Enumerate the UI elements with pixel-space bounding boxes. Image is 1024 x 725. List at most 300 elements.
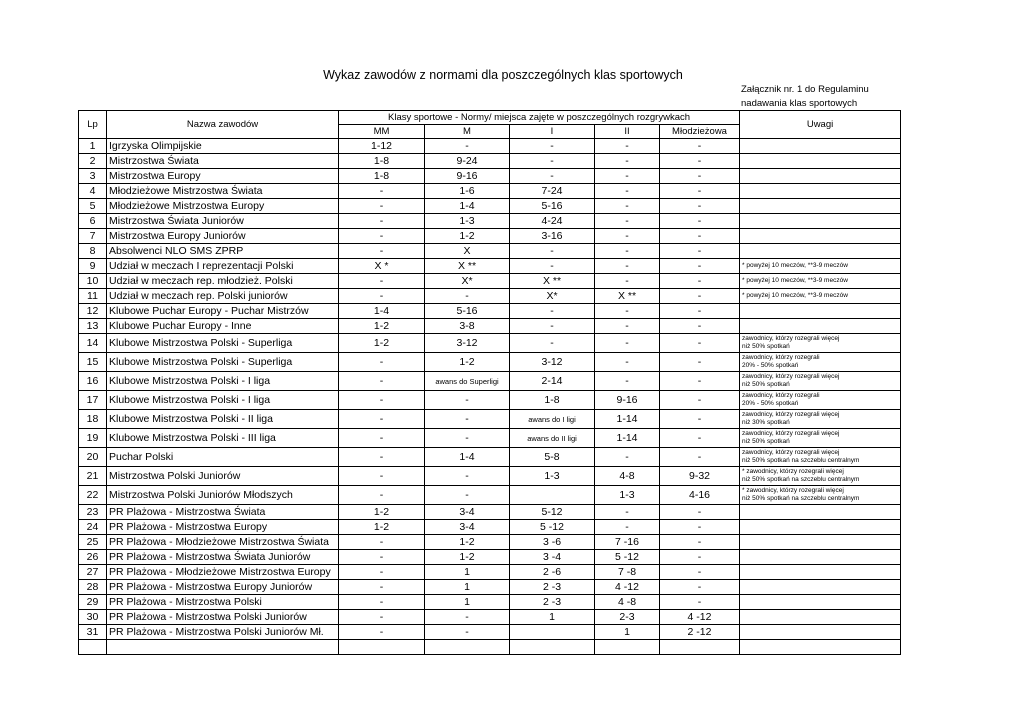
row-name: Igrzyska Olimpijskie — [107, 139, 339, 154]
table-row — [79, 199, 901, 214]
row-uwagi — [740, 625, 901, 640]
table-row — [79, 486, 901, 505]
row-lp: 31 — [79, 625, 107, 640]
row-m: X ** — [425, 259, 510, 274]
row-i — [510, 486, 595, 505]
row-uwagi — [740, 289, 901, 304]
row-mm: - — [339, 199, 425, 214]
row-i: 7-24 — [510, 184, 595, 199]
row-uwagi — [740, 520, 901, 535]
row-mm: - — [339, 580, 425, 595]
row-mlodziezowa: - — [660, 429, 740, 448]
table-row — [79, 214, 901, 229]
row-ii: - — [595, 505, 660, 520]
uwagi-line-2: niż 50% spotkań na szczeblu centralnym — [742, 476, 860, 483]
row-mm: - — [339, 429, 425, 448]
header-i: I — [510, 125, 595, 139]
row-i — [510, 640, 595, 655]
row-uwagi — [740, 429, 901, 448]
uwagi-line-1: * zawodnicy, którzy rozegrali więcej — [742, 468, 844, 475]
row-uwagi — [740, 319, 901, 334]
row-i: - — [510, 139, 595, 154]
row-i: 2 -6 — [510, 565, 595, 580]
table-row — [79, 505, 901, 520]
row-m: 1 — [425, 595, 510, 610]
row-m: 1-3 — [425, 214, 510, 229]
row-lp: 28 — [79, 580, 107, 595]
row-m: 1-2 — [425, 229, 510, 244]
row-mm: - — [339, 391, 425, 410]
row-i: 2 -3 — [510, 595, 595, 610]
row-lp: 9 — [79, 259, 107, 274]
page-title: Wykaz zawodów z normami dla poszczególnych klas sportowych — [323, 68, 683, 82]
row-mlodziezowa: - — [660, 304, 740, 319]
row-name — [107, 640, 339, 655]
row-name: PR Plażowa - Mistrzostwa Polski — [107, 595, 339, 610]
row-mlodziezowa: - — [660, 334, 740, 353]
row-mlodziezowa: - — [660, 184, 740, 199]
table-row — [79, 244, 901, 259]
row-lp: 22 — [79, 486, 107, 505]
row-name: PR Plażowa - Mistrzostwa Polski Juniorów Mł. — [107, 625, 339, 640]
uwagi-line-1: zawodnicy, którzy rozegrali — [742, 392, 820, 399]
row-uwagi — [740, 334, 901, 353]
row-uwagi — [740, 372, 901, 391]
row-mlodziezowa: - — [660, 259, 740, 274]
row-lp: 20 — [79, 448, 107, 467]
row-uwagi — [740, 214, 901, 229]
row-lp: 10 — [79, 274, 107, 289]
table-row — [79, 139, 901, 154]
row-lp: 8 — [79, 244, 107, 259]
annex-note-line-1: Załącznik nr. 1 do Regulaminu — [741, 84, 869, 95]
row-ii: 4-8 — [595, 467, 660, 486]
header-class-group: Klasy sportowe - Normy/ miejsca zajęte w poszczególnych rozgrywkach — [339, 111, 740, 125]
row-mlodziezowa: - — [660, 372, 740, 391]
row-lp: 30 — [79, 610, 107, 625]
row-m: 1-6 — [425, 184, 510, 199]
row-mlodziezowa: - — [660, 448, 740, 467]
row-name: Udział w meczach I reprezentacji Polski — [107, 259, 339, 274]
row-lp: 7 — [79, 229, 107, 244]
row-mlodziezowa: - — [660, 244, 740, 259]
row-name: Mistrzostwa Świata Juniorów — [107, 214, 339, 229]
row-uwagi — [740, 184, 901, 199]
row-mlodziezowa: 4-16 — [660, 486, 740, 505]
row-mlodziezowa: - — [660, 505, 740, 520]
row-i: 1-8 — [510, 391, 595, 410]
row-lp: 26 — [79, 550, 107, 565]
row-ii: X ** — [595, 289, 660, 304]
table-row — [79, 391, 901, 410]
row-i: 2-14 — [510, 372, 595, 391]
row-m — [425, 640, 510, 655]
row-mm: - — [339, 467, 425, 486]
table-row — [79, 520, 901, 535]
row-mm: 1-2 — [339, 520, 425, 535]
row-mm: - — [339, 486, 425, 505]
table-row — [79, 304, 901, 319]
uwagi-line-1: * powyżej 10 meczów, **3-9 meczów — [742, 292, 848, 299]
table-row — [79, 610, 901, 625]
table-row — [79, 334, 901, 353]
row-mm: 1-2 — [339, 505, 425, 520]
row-m: 1-2 — [425, 550, 510, 565]
row-mlodziezowa: - — [660, 520, 740, 535]
row-lp: 12 — [79, 304, 107, 319]
table-row — [79, 565, 901, 580]
row-lp: 15 — [79, 353, 107, 372]
row-uwagi — [740, 505, 901, 520]
row-i: X ** — [510, 274, 595, 289]
row-name: Mistrzostwa Polski Juniorów — [107, 467, 339, 486]
uwagi-line-2: niż 50% spotkań na szczeblu centralnym — [742, 495, 860, 502]
uwagi-line-2: niż 50% spotkań — [742, 381, 790, 388]
row-uwagi — [740, 199, 901, 214]
row-i — [510, 625, 595, 640]
row-i: X* — [510, 289, 595, 304]
header-m: M — [425, 125, 510, 139]
row-i: - — [510, 334, 595, 353]
row-m: - — [425, 391, 510, 410]
row-name: PR Plażowa - Młodzieżowe Mistrzostwa Europy — [107, 565, 339, 580]
row-lp: 3 — [79, 169, 107, 184]
row-uwagi — [740, 486, 901, 505]
row-name: Młodzieżowe Mistrzostwa Europy — [107, 199, 339, 214]
row-m: 9-16 — [425, 169, 510, 184]
row-uwagi — [740, 259, 901, 274]
table-row — [79, 580, 901, 595]
row-mlodziezowa: - — [660, 353, 740, 372]
row-m: X — [425, 244, 510, 259]
row-name: Mistrzostwa Polski Juniorów Młodszych — [107, 486, 339, 505]
row-name: PR Plażowa - Młodzieżowe Mistrzostwa Świata — [107, 535, 339, 550]
header-lp: Lp — [79, 111, 107, 139]
row-ii: - — [595, 184, 660, 199]
row-mm: - — [339, 274, 425, 289]
row-mm: - — [339, 184, 425, 199]
row-lp: 6 — [79, 214, 107, 229]
row-ii: 1-14 — [595, 429, 660, 448]
row-ii: 9-16 — [595, 391, 660, 410]
row-i: 5-16 — [510, 199, 595, 214]
row-uwagi — [740, 467, 901, 486]
row-m: 3-8 — [425, 319, 510, 334]
table-row — [79, 184, 901, 199]
row-mm: - — [339, 244, 425, 259]
row-uwagi — [740, 448, 901, 467]
row-m: - — [425, 625, 510, 640]
uwagi-line-1: zawodnicy, którzy rozegrali więcej — [742, 373, 840, 380]
row-m: - — [425, 610, 510, 625]
row-m: 1-2 — [425, 535, 510, 550]
row-uwagi — [740, 244, 901, 259]
row-lp: 27 — [79, 565, 107, 580]
row-m: - — [425, 486, 510, 505]
row-uwagi — [740, 139, 901, 154]
table-row — [79, 274, 901, 289]
row-i: 1-3 — [510, 467, 595, 486]
row-name: Udział w meczach rep. Polski juniorów — [107, 289, 339, 304]
row-i: awans do I ligi — [510, 410, 595, 429]
row-m: 3-4 — [425, 505, 510, 520]
row-m: 1 — [425, 565, 510, 580]
uwagi-line-1: zawodnicy, którzy rozegrali — [742, 354, 820, 361]
row-ii: 2-3 — [595, 610, 660, 625]
row-ii: - — [595, 244, 660, 259]
row-uwagi — [740, 580, 901, 595]
row-mlodziezowa: - — [660, 550, 740, 565]
row-uwagi — [740, 229, 901, 244]
row-name: PR Plażowa - Mistrzostwa Świata — [107, 505, 339, 520]
row-mlodziezowa: - — [660, 229, 740, 244]
row-ii: - — [595, 139, 660, 154]
row-lp: 29 — [79, 595, 107, 610]
row-ii: - — [595, 199, 660, 214]
row-mlodziezowa: - — [660, 410, 740, 429]
row-mm: - — [339, 550, 425, 565]
row-mm: 1-2 — [339, 319, 425, 334]
row-mm: - — [339, 535, 425, 550]
row-i: - — [510, 259, 595, 274]
row-i: - — [510, 154, 595, 169]
row-name: Mistrzostwa Europy Juniorów — [107, 229, 339, 244]
row-uwagi — [740, 154, 901, 169]
row-m: 1-2 — [425, 353, 510, 372]
row-lp: 2 — [79, 154, 107, 169]
row-mm: X * — [339, 259, 425, 274]
row-mm: 1-4 — [339, 304, 425, 319]
table-body — [79, 139, 901, 655]
row-i: - — [510, 319, 595, 334]
table-row — [79, 550, 901, 565]
row-name: Udział w meczach rep. młodzież. Polski — [107, 274, 339, 289]
row-ii: - — [595, 372, 660, 391]
row-name: Puchar Polski — [107, 448, 339, 467]
row-i: 3 -4 — [510, 550, 595, 565]
row-i: - — [510, 244, 595, 259]
uwagi-line-2: niż 50% spotkań na szczeblu centralnym — [742, 457, 860, 464]
row-mm: - — [339, 595, 425, 610]
standards-table — [78, 110, 901, 655]
row-m: 3-12 — [425, 334, 510, 353]
header-name: Nazwa zawodów — [107, 111, 339, 139]
row-name: Klubowe Puchar Europy - Puchar Mistrzów — [107, 304, 339, 319]
table-row — [79, 154, 901, 169]
row-uwagi — [740, 565, 901, 580]
row-i: 5 -12 — [510, 520, 595, 535]
row-ii: 5 -12 — [595, 550, 660, 565]
row-mm: - — [339, 448, 425, 467]
row-uwagi — [740, 595, 901, 610]
row-m: - — [425, 429, 510, 448]
row-name: Klubowe Mistrzostwa Polski - I liga — [107, 372, 339, 391]
uwagi-line-2: 20% - 50% spotkań — [742, 362, 799, 369]
row-m: - — [425, 410, 510, 429]
row-ii: 1-3 — [595, 486, 660, 505]
row-name: Mistrzostwa Europy — [107, 169, 339, 184]
row-i: - — [510, 304, 595, 319]
row-lp: 18 — [79, 410, 107, 429]
row-mlodziezowa: - — [660, 274, 740, 289]
row-lp: 24 — [79, 520, 107, 535]
table-row — [79, 467, 901, 486]
row-mm: - — [339, 214, 425, 229]
table-row — [79, 229, 901, 244]
table-row — [79, 625, 901, 640]
row-ii: 7 -8 — [595, 565, 660, 580]
row-mlodziezowa: - — [660, 580, 740, 595]
row-name: Klubowe Mistrzostwa Polski - Superliga — [107, 334, 339, 353]
row-name: Klubowe Puchar Europy - Inne — [107, 319, 339, 334]
row-mm: 1-8 — [339, 169, 425, 184]
row-lp: 25 — [79, 535, 107, 550]
row-lp: 14 — [79, 334, 107, 353]
row-mlodziezowa: - — [660, 139, 740, 154]
row-mm: - — [339, 372, 425, 391]
row-lp: 5 — [79, 199, 107, 214]
table-row — [79, 535, 901, 550]
row-ii: - — [595, 274, 660, 289]
table-row — [79, 640, 901, 655]
row-mm: 1-2 — [339, 334, 425, 353]
row-i: awans do II ligi — [510, 429, 595, 448]
row-name: PR Plażowa - Mistrzostwa Europy — [107, 520, 339, 535]
row-uwagi — [740, 410, 901, 429]
uwagi-line-1: zawodnicy, którzy rozegrali więcej — [742, 430, 840, 437]
row-uwagi — [740, 304, 901, 319]
row-mlodziezowa: - — [660, 595, 740, 610]
table-row — [79, 169, 901, 184]
row-name: Klubowe Mistrzostwa Polski - II liga — [107, 410, 339, 429]
row-uwagi — [740, 391, 901, 410]
row-ii: 1-14 — [595, 410, 660, 429]
row-lp: 23 — [79, 505, 107, 520]
row-i: 3-12 — [510, 353, 595, 372]
row-lp: 17 — [79, 391, 107, 410]
uwagi-line-2: niż 50% spotkań — [742, 438, 790, 445]
row-mm: - — [339, 565, 425, 580]
row-uwagi — [740, 169, 901, 184]
row-ii: - — [595, 520, 660, 535]
row-mm: - — [339, 229, 425, 244]
uwagi-line-1: * powyżej 10 meczów, **3-9 meczów — [742, 262, 848, 269]
row-name: Klubowe Mistrzostwa Polski - I liga — [107, 391, 339, 410]
row-m: 1-4 — [425, 199, 510, 214]
header-uwagi: Uwagi — [740, 111, 901, 139]
row-i: 5-12 — [510, 505, 595, 520]
row-lp: 19 — [79, 429, 107, 448]
row-ii: 4 -8 — [595, 595, 660, 610]
row-name: Klubowe Mistrzostwa Polski - Superliga — [107, 353, 339, 372]
row-lp: 16 — [79, 372, 107, 391]
annex-note-line-2: nadawania klas sportowych — [741, 98, 858, 109]
row-uwagi — [740, 550, 901, 565]
table-row — [79, 372, 901, 391]
row-ii — [595, 640, 660, 655]
row-m: awans do Superligi — [425, 372, 510, 391]
row-mlodziezowa: 9-32 — [660, 467, 740, 486]
row-mlodziezowa: - — [660, 199, 740, 214]
row-ii: - — [595, 214, 660, 229]
row-ii: 4 -12 — [595, 580, 660, 595]
row-ii: - — [595, 334, 660, 353]
table-row — [79, 410, 901, 429]
row-m: 1 — [425, 580, 510, 595]
table-row — [79, 353, 901, 372]
row-ii: - — [595, 169, 660, 184]
row-uwagi — [740, 610, 901, 625]
row-lp: 1 — [79, 139, 107, 154]
uwagi-line-2: 20% - 50% spotkań — [742, 400, 799, 407]
row-mlodziezowa: - — [660, 289, 740, 304]
uwagi-line-1: zawodnicy, którzy rozegrali więcej — [742, 411, 840, 418]
row-uwagi — [740, 353, 901, 372]
row-ii: - — [595, 304, 660, 319]
table-row — [79, 429, 901, 448]
uwagi-line-1: zawodnicy, którzy rozegrali więcej — [742, 449, 840, 456]
row-i: 2 -3 — [510, 580, 595, 595]
row-m: 5-16 — [425, 304, 510, 319]
row-i: - — [510, 169, 595, 184]
row-i: 5-8 — [510, 448, 595, 467]
row-ii: - — [595, 259, 660, 274]
row-mlodziezowa: - — [660, 535, 740, 550]
row-uwagi — [740, 274, 901, 289]
row-m: X* — [425, 274, 510, 289]
row-m: 3-4 — [425, 520, 510, 535]
row-mlodziezowa: - — [660, 391, 740, 410]
row-name: Absolwenci NLO SMS ZPRP — [107, 244, 339, 259]
row-ii: - — [595, 229, 660, 244]
row-mm: - — [339, 610, 425, 625]
row-mlodziezowa: 4 -12 — [660, 610, 740, 625]
table-row — [79, 259, 901, 274]
row-mm: - — [339, 625, 425, 640]
row-name: PR Plażowa - Mistrzostwa Świata Juniorów — [107, 550, 339, 565]
row-ii: - — [595, 319, 660, 334]
row-mlodziezowa: - — [660, 154, 740, 169]
row-mlodziezowa: - — [660, 214, 740, 229]
row-mm — [339, 640, 425, 655]
uwagi-line-1: * powyżej 10 meczów, **3-9 meczów — [742, 277, 848, 284]
uwagi-line-1: * zawodnicy, którzy rozegrali więcej — [742, 487, 844, 494]
row-ii: - — [595, 353, 660, 372]
uwagi-line-2: niż 50% spotkań — [742, 343, 790, 350]
row-lp: 21 — [79, 467, 107, 486]
row-lp: 4 — [79, 184, 107, 199]
row-uwagi — [740, 640, 901, 655]
row-mm: - — [339, 289, 425, 304]
row-mm: 1-12 — [339, 139, 425, 154]
row-mlodziezowa — [660, 640, 740, 655]
row-i: 3-16 — [510, 229, 595, 244]
row-m: 1-4 — [425, 448, 510, 467]
header-mm: MM — [339, 125, 425, 139]
row-name: Mistrzostwa Świata — [107, 154, 339, 169]
row-ii: - — [595, 448, 660, 467]
row-i: 1 — [510, 610, 595, 625]
row-m: - — [425, 467, 510, 486]
table-row — [79, 289, 901, 304]
row-mm: - — [339, 353, 425, 372]
row-name: Młodzieżowe Mistrzostwa Świata — [107, 184, 339, 199]
row-ii: - — [595, 154, 660, 169]
table-row — [79, 448, 901, 467]
row-mlodziezowa: - — [660, 319, 740, 334]
row-i: 4-24 — [510, 214, 595, 229]
row-lp — [79, 640, 107, 655]
